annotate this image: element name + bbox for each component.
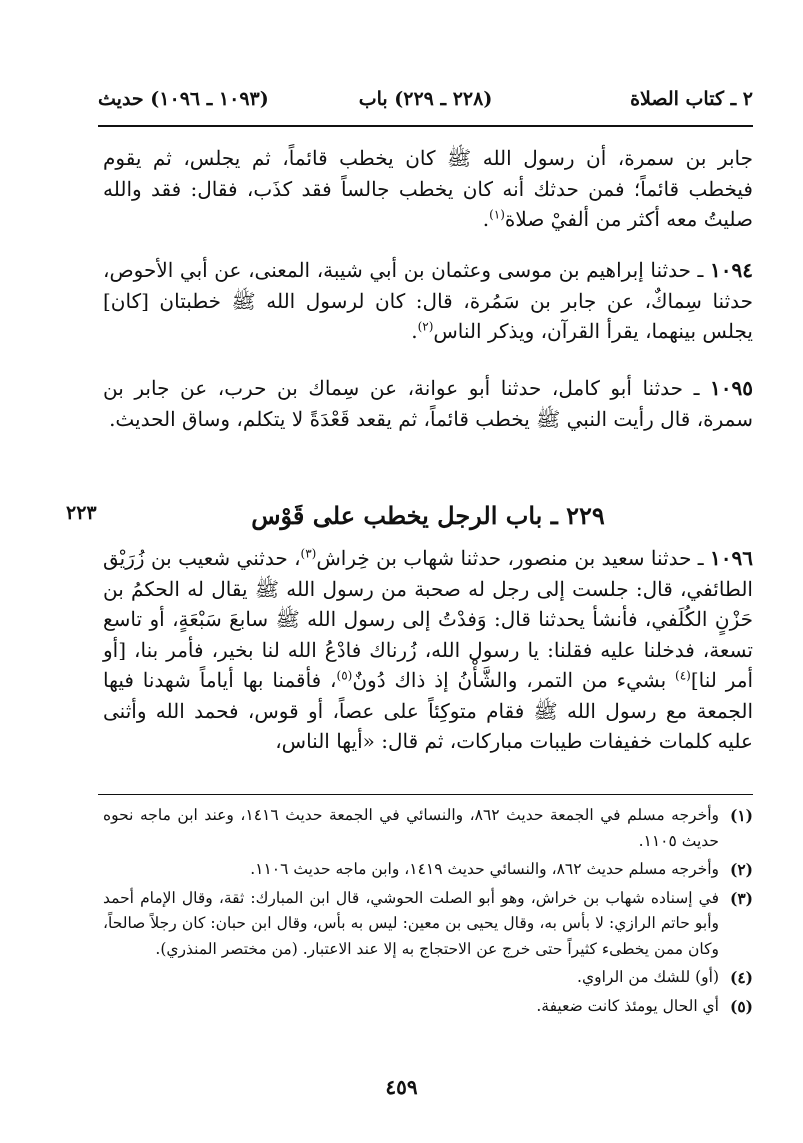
footnote	[103, 886, 753, 963]
hadith-text: بشيء من التمر، والشَّأْنُ إذ ذاك دُونٌ	[352, 668, 675, 692]
hadith-number: ١٠٩٦	[710, 546, 754, 570]
hadith-text: ، فأقمنا بها أياماً شهدنا فيها الجمعة مع رسول الله ﷺ فقام متوكِئاً على عصاً، أو قوس، فحمد الله وأثنى عليه كلمات خفيفات طيبات مباركات، ثم قال: «أيها الناس،	[103, 668, 753, 753]
margin-section-number: ٢٢٣	[66, 502, 97, 524]
footnote-ref-1: (١)	[489, 207, 505, 222]
footnote-ref-4: (٤)	[675, 668, 691, 683]
hadith-text: ـ حدثنا إبراهيم بن موسى وعثمان بن أبي شيبة، المعنى، عن أبي الأحوص، حدثنا سِماكٌ، عن جابر بن سَمُرة، قال: كان لرسول الله ﷺ خطبتان [كان] يجلس بينهما، يقرأ القرآن، ويذكر الناس	[103, 258, 753, 343]
footnote-ref-3: (٣)	[300, 546, 317, 561]
paragraph-continuation	[103, 143, 753, 235]
footnote-number: (٣)	[729, 888, 753, 908]
paragraph-tail: .	[482, 207, 490, 231]
footnote-number: (٥)	[729, 996, 753, 1016]
header-rule	[98, 125, 753, 127]
paragraph-text: جابر بن سمرة، أن رسول الله ﷺ كان يخطب قائماً، ثم يجلس، ثم يقوم فيخطب قائماً؛ فمن حدثك أنه كان يخطب جالساً فقد كذَب، فقال: فقد والله صليتُ معه أكثر من ألفيْ صلاة	[103, 146, 753, 231]
footnote-text: في إسناده شهاب بن خراش، وهو أبو الصلت الحوشي، قال ابن المبارك: ثقة، وقال الإمام أحمد وأبو حاتم الرازي: لا بأس به، وقال يحيى بن معين: ليس به بأس، وقال ابن حبان: كان رجلاً صالحاً، وكان ممن يخطىء كثيراً حتى خرج عن الاحتجاج به إلا عند الاعتبار. (من مختصر المنذري).	[103, 888, 719, 958]
footnote-number: (١)	[729, 806, 753, 825]
footnote	[103, 803, 753, 854]
footnote-number: (٤)	[729, 968, 753, 987]
footnote-ref-2: (٢)	[417, 319, 434, 334]
section-heading: ٢٢٩ ـ باب الرجل يخطب على قَوْس	[251, 501, 605, 530]
footnote-ref-5: (٥)	[336, 668, 353, 683]
footnote-text: وأخرجه مسلم في الجمعة حديث ٨٦٢، والنسائي في الجمعة حديث ١٤١٦، وعند ابن ماجه نحوه حديث ١١٠٥.	[103, 806, 719, 850]
header-bab-range: (٢٢٨ ـ ٢٢٩) باب	[358, 88, 493, 110]
footnote-rule	[98, 794, 753, 795]
footnote-text: (أو) للشك من الراوي.	[577, 968, 719, 986]
footnote-number: (٢)	[729, 860, 753, 879]
page-number: ٤٥٩	[385, 1075, 418, 1099]
running-header	[98, 84, 753, 120]
hadith-text: ـ حدثنا سعيد بن منصور، حدثنا شهاب بن خِراش	[316, 546, 711, 570]
hadith-text: ـ حدثنا أبو كامل، حدثنا أبو عوانة، عن سِماك بن حرب، عن جابر بن سمرة، قال رأيت النبي ﷺ يخطب قائماً، ثم يقعد قَعْدَةً لا يتكلم، وساق الحديث.	[103, 376, 753, 431]
footnote	[103, 965, 753, 991]
header-chapter-title: ٢ ـ كتاب الصلاة	[630, 88, 753, 110]
footnote-text: أي الحال يومئذ كانت ضعيفة.	[536, 996, 719, 1015]
hadith-1094	[103, 255, 753, 347]
hadith-1095	[103, 373, 753, 434]
hadith-number: ١٠٩٤	[710, 258, 753, 282]
hadith-1096	[103, 543, 753, 757]
hadith-number: ١٠٩٥	[710, 376, 753, 400]
footnote	[103, 857, 753, 883]
header-hadith-range: (١٠٩٣ ـ ١٠٩٦) حديث	[98, 88, 269, 110]
hadith-text: ، حدثني شعيب بن زُرَيْق الطائفي، قال: جلست إلى رجل له صحبة من رسول الله ﷺ يقال له الحكمُ بن حَزْنٍ الكُلَفي، فأنشأ يحدثنا قال: وَفدْتُ إلى رسول الله ﷺ سابعَ سَبْعَةٍ، أو تاسع تسعة، فدخلنا عليه فقلنا: يا رسول الله، زُرناك فادْعُ الله لنا بخير، فأمر بنا، [أو أمر لنا]	[103, 546, 753, 692]
footnotes	[103, 803, 753, 1022]
footnote-text: وأخرجه مسلم حديث ٨٦٢، والنسائي حديث ١٤١٩، وابن ماجه حديث ١١٠٦.	[250, 860, 719, 878]
paragraph-tail: .	[411, 319, 418, 343]
footnote	[103, 994, 753, 1020]
